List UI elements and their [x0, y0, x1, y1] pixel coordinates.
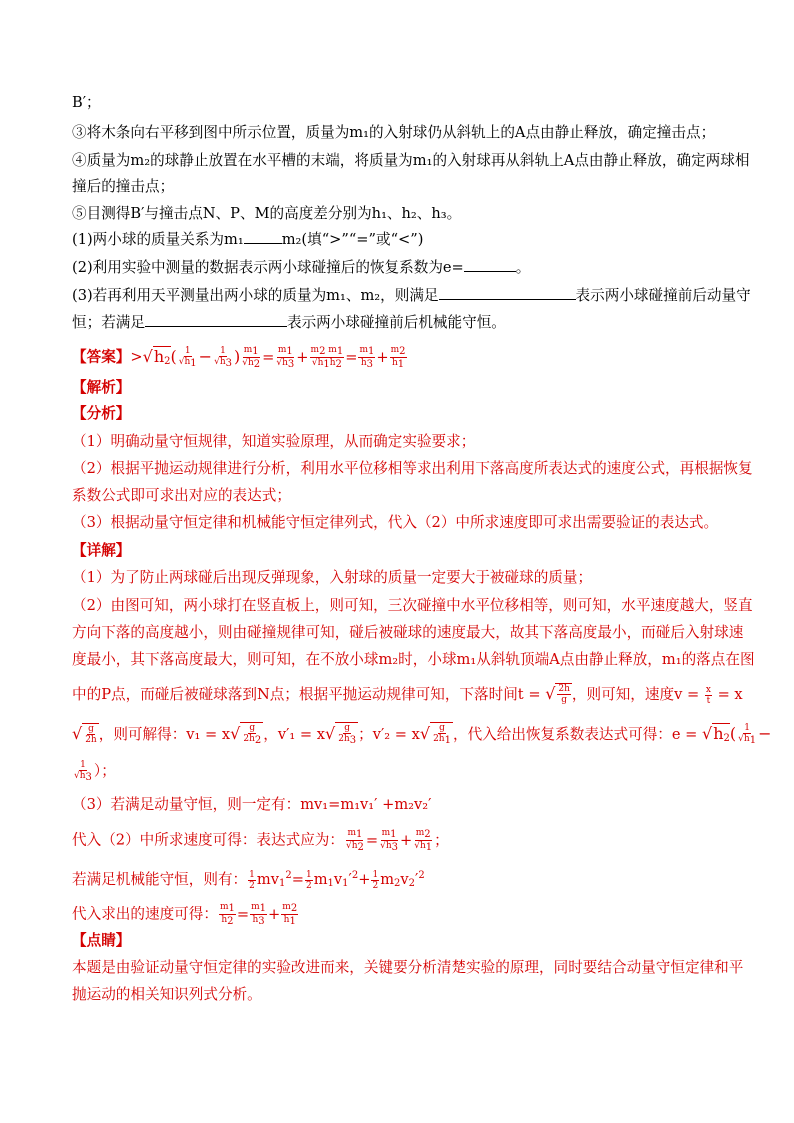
answer-formula-1: $√h_2$( $\frac{1}{√h1}$ − $\frac{1}{√h3}$ )	[143, 347, 241, 366]
answer-blank-2	[464, 259, 516, 272]
question-2	[72, 258, 530, 278]
analysis-label: 【解析】	[72, 379, 131, 396]
question-3-text-c: 恒；若满足	[72, 314, 145, 331]
detail-2-a: （2）由图可知，两小球打在竖直板上，则可知，三次碰撞中水平位移相等，则可知，水平速度越大，竖直	[72, 597, 753, 614]
fenxi-label: 【分析】	[72, 405, 131, 422]
comment-label: 【点睛】	[72, 932, 131, 949]
fenxi-point-3: （3）根据动量守恒定律和机械能守恒定律列式，代入（2）中所求速度即可求出需要验证的表达式。	[72, 514, 719, 531]
formula-t: √ $\frac{2h}{g}$	[545, 684, 570, 705]
formula-momentum: $\frac{m1}{√h2}$ = $\frac{m1}{√h3}$ + $\frac{m2}{√h1}$ ；	[345, 828, 449, 853]
formula-v2-prime: √ $\frac{g}{2h1}$	[419, 723, 451, 746]
detail-2-g-text: ，则可解得：v₁ = x	[98, 726, 231, 743]
comment-2: 抛运动的相关知识列式分析。	[72, 986, 262, 1003]
step-3: ③将木条向右平移到图中所示位置，质量为m₁的入射球仍从斜轨上的A点由静止释放，确定撞击点；	[72, 124, 716, 141]
question-3-a	[72, 286, 751, 306]
question-3-text-a: (3)若再利用天平测量出两小球的质量为m₁、m₂，则满足	[72, 287, 439, 304]
step-4-a: ④质量为m₂的球静止放置在水平槽的末端，将质量为m₁的入射球再从斜轨上A点由静止释放，确定两球相	[72, 152, 750, 169]
detail-2-k-text: ）；	[93, 762, 116, 780]
question-1	[72, 230, 423, 250]
detail-2-d	[72, 683, 743, 706]
detail-2-j-text: ，代入给出恢复系数表达式可得：e =	[452, 726, 698, 743]
detail-2-d-text: 中的P点，而碰后被碰球落到N点；根据平抛运动规律可知，下落时间t =	[72, 686, 541, 703]
line-b-prime: B′；	[72, 94, 101, 111]
detail-2-k	[72, 760, 116, 783]
answer-blank-4	[145, 314, 287, 327]
formula-energy: $\frac{1}{2}$ $mv_1^2=$ $\frac{1}{2}$ $m_1v_1'^2+$ $\frac{1}{2}$ $m_2v_2'^2$	[249, 869, 425, 891]
answer-label: 【答案】	[72, 348, 131, 366]
formula-v1-prime: √ $\frac{g}{2h3}$	[325, 723, 357, 746]
detail-5	[72, 866, 425, 894]
formula-energy-result: $\frac{m1}{h2}$ = $\frac{m1}{h3}$ + $\frac{m2}{h1}$	[219, 902, 298, 927]
detail-label: 【详解】	[72, 542, 131, 559]
question-3-b	[72, 313, 506, 333]
formula-v: $\frac{x}{t}$	[705, 684, 711, 706]
question-3-text-b: 表示两小球碰撞前后动量守	[575, 287, 751, 304]
answer-gt: >	[130, 348, 143, 366]
detail-2-h-text: ，v′₁ = x	[263, 726, 325, 743]
detail-2-b: 方向下落的高度越小，则由碰撞规律可知，碰后被碰球的速度最大，故其下落高度最小，而碰后入射球速	[72, 624, 744, 641]
detail-3: （3）若满足动量守恒，则一定有：mv₁=m₁v₁′ +m₂v₂′	[72, 796, 432, 813]
detail-6-text: 代入求出的速度可得：	[72, 905, 218, 923]
step-4-b: 撞后的撞击点；	[72, 178, 175, 195]
detail-1: （1）为了防止两球碰后出现反弹现象，入射球的质量一定要大于被碰球的质量；	[72, 569, 593, 586]
detail-2-i-text: ；v′₂ = x	[358, 726, 420, 743]
question-3-text-d: 表示两小球碰撞前后机械能守恒。	[286, 314, 506, 331]
comment-1: 本题是由验证动量守恒定律的实验改进而来，关键要分析清楚实验的原理，同时要结合动量守恒定律和平	[72, 959, 744, 976]
fenxi-point-2-a: （2）根据平抛运动规律进行分析，利用水平位移相等求出利用下落高度所表达式的速度公式，再根据恢复	[72, 460, 753, 477]
detail-2-g	[72, 722, 771, 749]
fenxi-point-2-b: 系数公式即可求出对应的表达式；	[72, 487, 291, 504]
detail-2-c: 度最小，其下落高度最大，则可知，在不放小球m₂时，小球m₁从斜轨顶端A点由静止释放，m₁的落点在图	[72, 651, 755, 668]
formula-e: $√h_2$( $\frac{1}{√h1}$ −	[702, 724, 771, 743]
step-5: ⑤目测得B′与撞击点N、P、M的高度差分别为h₁、h₂、h₃。	[72, 205, 462, 222]
answer-blank-1	[244, 231, 282, 244]
question-2-text-a: (2)利用实验中测量的数据表示两小球碰撞后的恢复系数为e=	[72, 259, 464, 276]
detail-5-text: 若满足机械能守恒，则有：	[72, 871, 248, 888]
answer-line	[72, 345, 408, 372]
fenxi-point-1: （1）明确动量守恒规律，知道实验原理，从而确定实验要求；	[72, 433, 476, 450]
detail-4	[72, 828, 449, 853]
question-1-text-b: m₂(填“>”“=”或“<”)	[281, 231, 424, 248]
detail-4-text: 代入（2）中所求速度可得：表达式应为：	[72, 831, 344, 849]
detail-6	[72, 902, 299, 927]
answer-formula-2: $\frac{m1}{√h2}$ = $\frac{m1}{√h3}$ + $\frac{m2 m1}{√h1h2}$ = $\frac{m1}{h3}$ + $\frac{m2}{h1}$	[242, 345, 406, 370]
answer-blank-3	[439, 287, 576, 300]
formula-v1: √ $\frac{g}{2h2}$	[230, 723, 262, 746]
formula-e-tail: $\frac{1}{√h3}$	[74, 760, 92, 783]
question-1-text-a: (1)两小球的质量关系为m₁	[72, 231, 244, 248]
detail-2-e-text: ，则可知，速度v =	[571, 686, 700, 703]
detail-2-f-text: = x	[717, 686, 743, 703]
formula-sqrt-g-2h: √ $\frac{g}{2h}$	[72, 724, 97, 745]
question-2-text-b: 。	[515, 259, 531, 276]
